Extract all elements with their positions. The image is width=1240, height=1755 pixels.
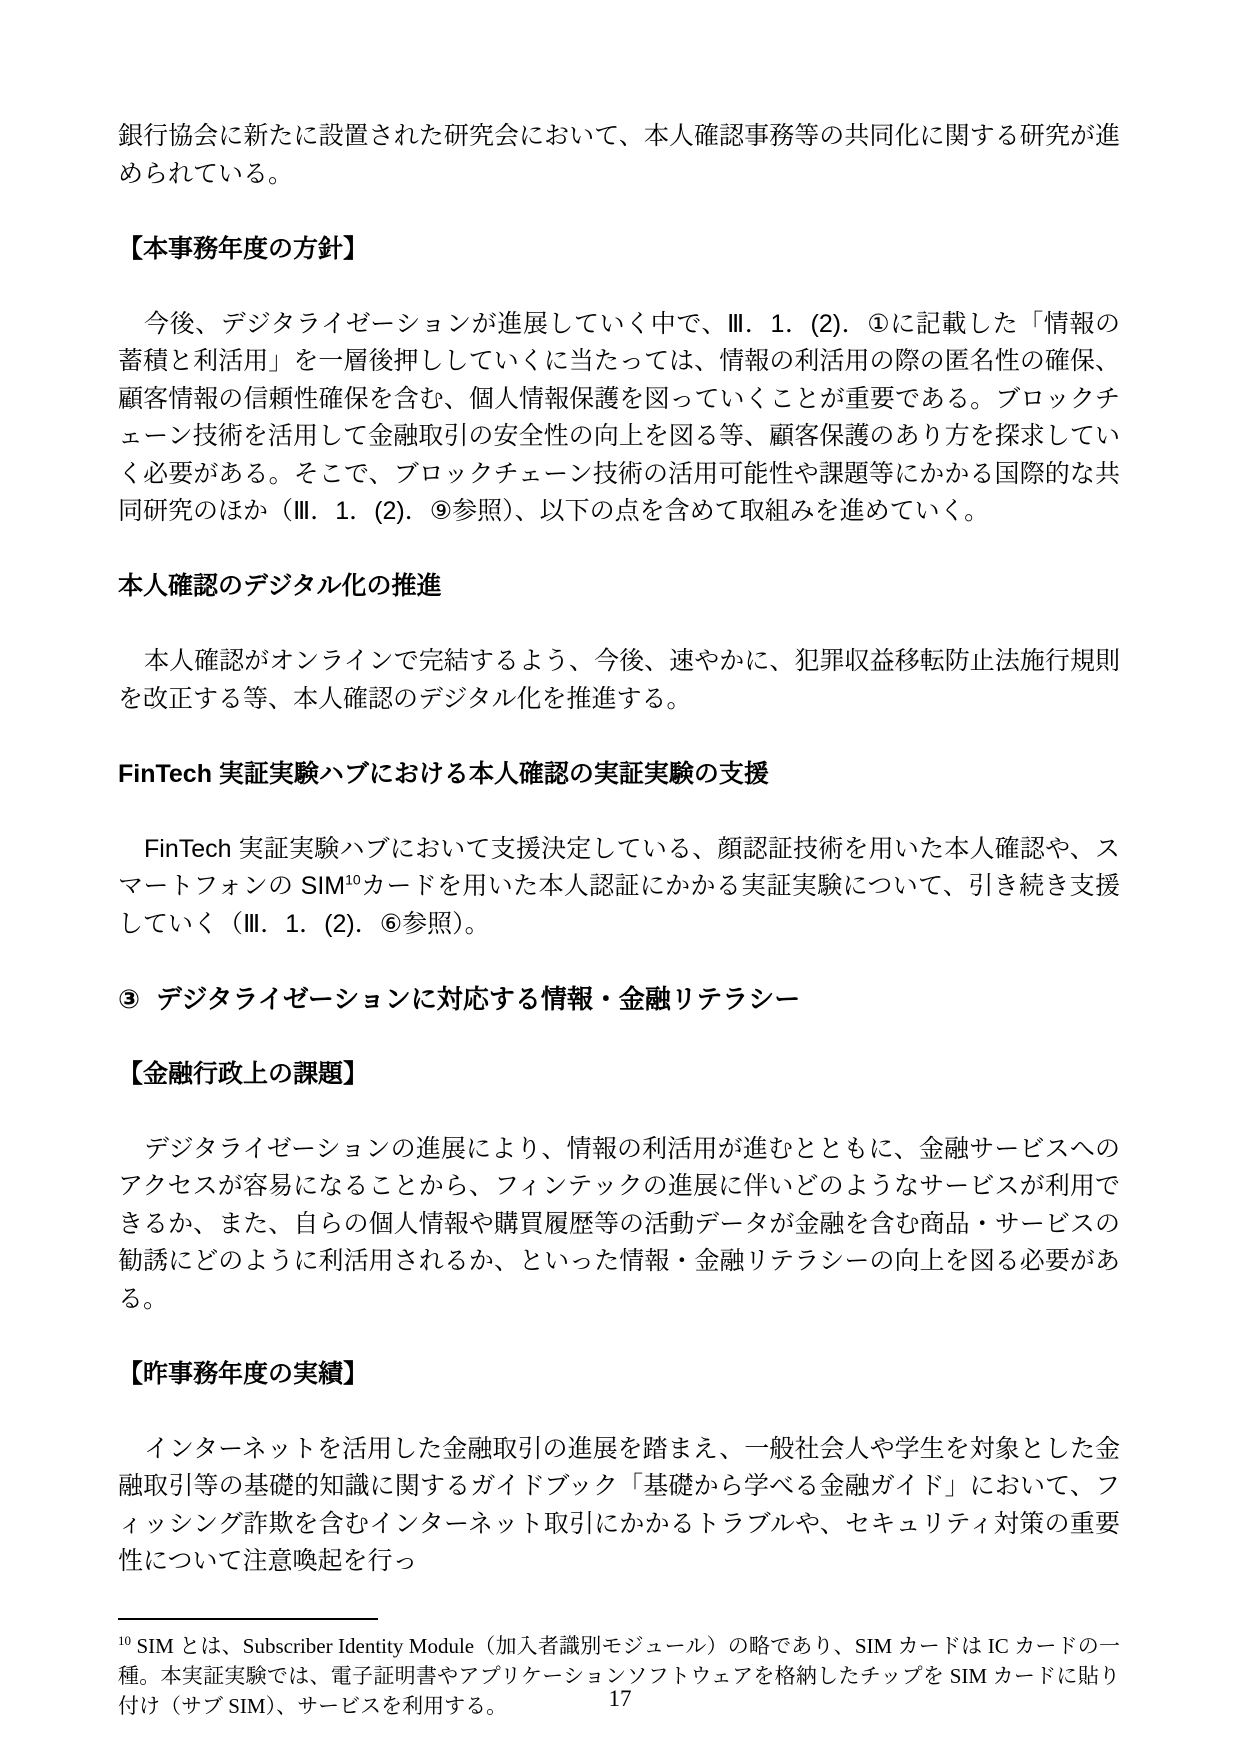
- page-number: 17: [608, 1686, 632, 1711]
- results-paragraph: インターネットを活用した金融取引の進展を踏まえ、一般社会人や学生を対象とした金融取引等の基礎的知識に関するガイドブック「基礎から学べる金融ガイド」において、フィッシング詐欺を含むインターネット取引にかかるトラブルや、セキュリティ対策の重要性について注意喚起を行っ: [118, 1434, 1120, 1575]
- fintech-hub-paragraph: [118, 831, 1120, 944]
- policy-paragraph: 今後、デジタライゼーションが進展していく中で、Ⅲ．1．(2)．①に記載した「情報の蓄積と利活用」を一層後押ししていくに当たっては、情報の利活用の際の匿名性の確保、顧客情報の信頼性確保を含む、個人情報保護を図っていくことが重要である。ブロックチェーン技術を活用して金融取引の安全性の向上を図る等、顧客保護のあり方を探求していく必要がある。そこで、ブロックチェーン技術の活用可能性や課題等にかかる国際的な共同研究のほか（Ⅲ．1．(2)．⑨参照）、以下の点を含めて取組みを進めていく。: [118, 309, 1120, 525]
- section-3-number: ③: [118, 983, 141, 1014]
- footnote-text: SIM とは、Subscriber Identity Module（加入者識別モジュール）の略であり、SIM カードは IC カードの一種。本実証実験では、電子証明書やアプリケーションソフトウェアを格納したチップを SIM カードに貼り付け（サブ SIM）、サービスを利用する。: [118, 1634, 1120, 1718]
- results-heading: 【昨事務年度の実績】: [118, 1359, 369, 1388]
- footnote-separator: [118, 1618, 378, 1620]
- issues-paragraph: デジタライゼーションの進展により、情報の利活用が進むとともに、金融サービスへのアクセスが容易になることから、フィンテックの進展に伴いどのようなサービスが利用できるか、また、自らの個人情報や購買履歴等の活動データが金融を含む商品・サービスの勧誘にどのように利活用されるか、といった情報・金融リテラシーの向上を図る必要がある。: [118, 1134, 1120, 1313]
- fintech-hub-paragraph-start: FinTech 実証実験ハブにおいて支援決定している、顔認証技術を用いた本人確認や、スマートフォンの SIM: [118, 834, 1120, 900]
- footnote-marker: 10: [118, 1633, 131, 1648]
- intro-paragraph: 銀行協会に新たに設置された研究会において、本人確認事務等の共同化に関する研究が進められている。: [118, 122, 1120, 188]
- digital-id-paragraph: 本人確認がオンラインで完結するよう、今後、速やかに、犯罪収益移転防止法施行規則を改正する等、本人確認のデジタル化を推進する。: [118, 647, 1120, 713]
- digital-id-heading: 本人確認のデジタル化の推進: [118, 572, 442, 600]
- policy-year-heading: 【本事務年度の方針】: [118, 234, 369, 263]
- section-3-title: デジタライゼーションに対応する情報・金融リテラシー: [156, 983, 801, 1014]
- fintech-hub-heading: FinTech 実証実験ハブにおける本人確認の実証実験の支援: [118, 759, 769, 788]
- issues-heading: 【金融行政上の課題】: [118, 1059, 369, 1088]
- footnote-reference-mark: 10: [345, 871, 361, 888]
- fintech-hub-paragraph-end: カードを用いた本人認証にかかる実証実験について、引き続き支援していく（Ⅲ．1．(2)．⑥参照）。: [118, 872, 1120, 938]
- page-content: [118, 118, 1120, 1721]
- section-3-heading: [118, 981, 1120, 1019]
